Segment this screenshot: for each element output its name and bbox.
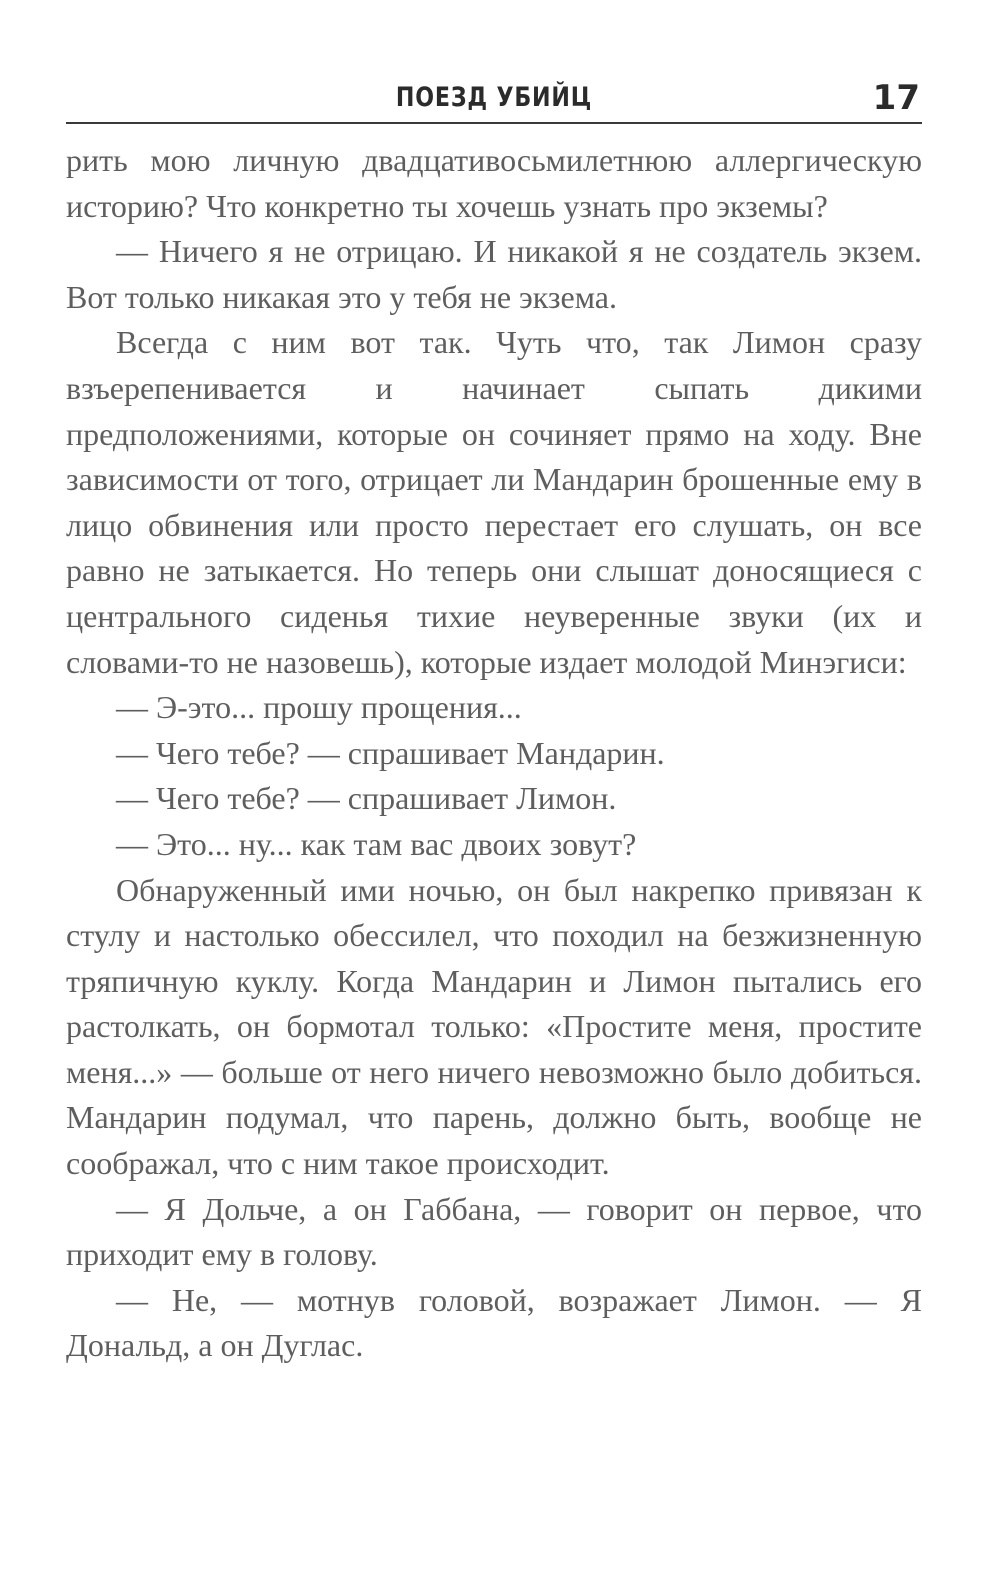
paragraph: — Ничего я не отрицаю. И никакой я не создатель экзем. Вот только никакая это у тебя не экзема.	[66, 233, 922, 315]
paragraph: — Э-это... прошу прощения...	[116, 689, 522, 726]
paragraph: — Это... ну... как там вас двоих зовут?	[116, 825, 637, 862]
paragraph: Всегда с ним вот так. Чуть что, так Лимон сразу взъерепенивается и начинает сыпать дикими предположениями, которые он сочиняет прямо на ходу. Вне зависимости от того, отрицает ли Мандарин брошенные ему в лицо обвинения или просто перестает его слушать, он все равно не затыкается. Но теперь они слышат доносящиеся с центрального сиденья тихие неуверенные звуки (их и словами-то не назовешь), которые издает молодой Минэгиси:	[66, 324, 922, 680]
page-number: 17	[872, 78, 920, 118]
body-text	[66, 138, 922, 1369]
paragraph: — Чего тебе? — спрашивает Мандарин.	[116, 734, 665, 771]
book-title: ПОЕЗД УБИЙЦ	[395, 82, 593, 113]
paragraph: — Я Дольче, а он Габбана, — говорит он первое, что приходит ему в голову.	[66, 1190, 922, 1273]
paragraph: — Чего тебе? — спрашивает Лимон.	[116, 780, 617, 817]
running-head	[66, 78, 922, 124]
paragraph: рить мою личную двадцативосьмилетнюю аллергическую историю? Что конкретно ты хочешь узнать про экземы?	[66, 142, 922, 224]
book-page	[66, 78, 922, 1369]
paragraph: Обнаруженный ими ночью, он был накрепко привязан к стулу и настолько обессилел, что походил на безжизненную тряпичную куклу. Когда Мандарин и Лимон пытались его растолкать, он бормотал только: «Простите меня, простите меня...» — больше от него ничего невозможно было добиться. Мандарин подумал, что парень, должно быть, вообще не соображал, что с ним такое происходит.	[66, 871, 922, 1182]
paragraph: — Не, — мотнув головой, возражает Лимон. — Я Дональд, а он Дуглас.	[66, 1281, 922, 1364]
